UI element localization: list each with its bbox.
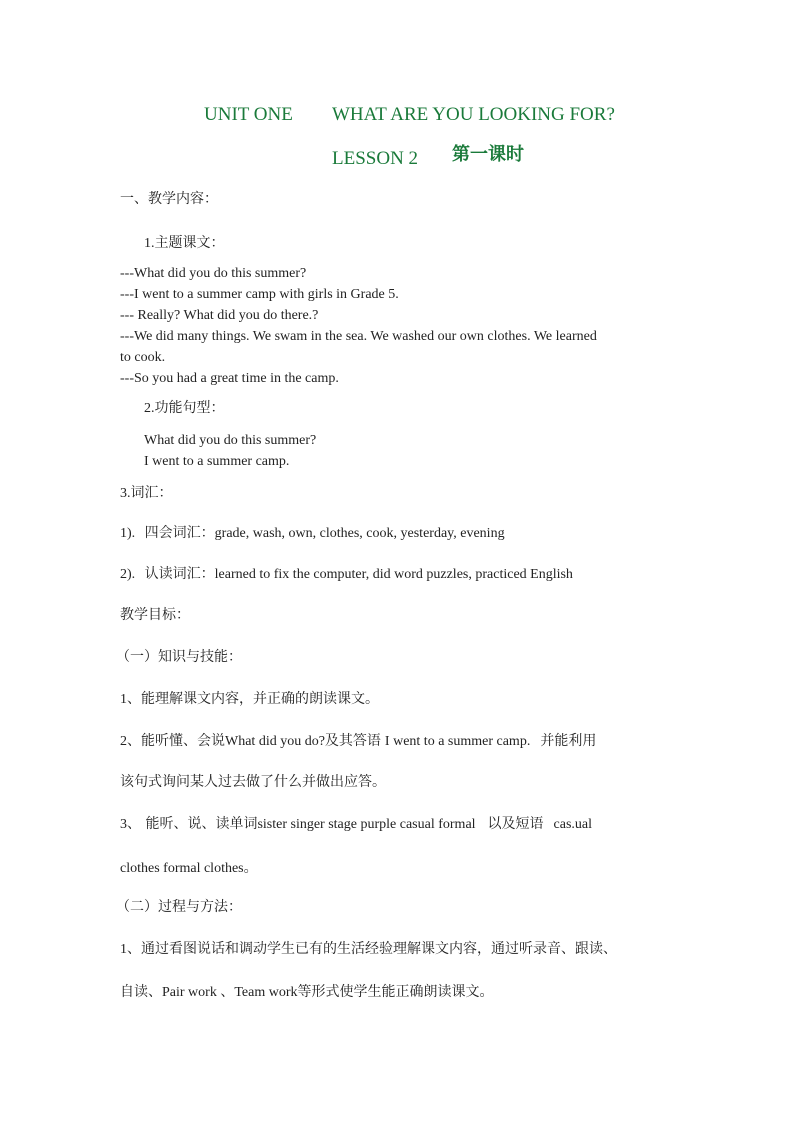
unit-question: WHAT ARE YOU LOOKING FOR?: [332, 104, 615, 125]
vocab-reading: [120, 565, 573, 584]
section-heading-content: 一、教学内容：: [120, 191, 218, 207]
goal-2-en-question: What did you do?: [225, 734, 325, 749]
pattern-line: What did you do this summer?: [144, 433, 317, 448]
vocab-four-skills: [120, 524, 505, 543]
process-1-number: 1: [120, 942, 127, 957]
goals-heading: 教学目标：: [120, 607, 190, 623]
vocab1-number: 1).: [120, 526, 136, 541]
goal-2-text-c: 并能利用: [540, 733, 597, 749]
process-1-pair-work: Pair work: [162, 985, 217, 1000]
goal-3: [120, 815, 592, 834]
lesson-cn-title: 第一课时: [452, 144, 524, 165]
vocab2-words: learned to fix the computer, did word puzzles, practiced English: [214, 567, 573, 582]
item2-number: 2.: [144, 401, 155, 416]
process-1-text-b: 自读、: [120, 984, 162, 1000]
lesson-title: LESSON 2: [332, 148, 419, 169]
goal-3-phrases: clothes formal clothes: [120, 861, 244, 876]
goal-3-number: 3: [120, 817, 127, 832]
vocab2-label: 认读词汇：: [144, 566, 215, 582]
vocab1-words: grade, wash, own, clothes, cook, yesterday, evening: [214, 526, 505, 541]
dialogue-line: to cook.: [120, 350, 166, 365]
unit-title: UNIT ONE: [204, 104, 293, 125]
item3: [120, 484, 173, 503]
process-1: [120, 940, 617, 959]
knowledge-skills-heading: （一）知识与技能：: [116, 649, 242, 665]
goal-2: [120, 732, 596, 751]
item1-number: 1.: [144, 236, 155, 251]
goal-2-continuation: 该句式询问某人过去做了什么并做出应答。: [120, 774, 386, 790]
item3-label: 词汇：: [130, 485, 173, 501]
process-1-text-d: 等形式使学生能正确朗读课文。: [297, 984, 494, 1000]
goal-1: [120, 690, 379, 709]
process-method-heading: （二）过程与方法：: [116, 899, 242, 915]
goal-3-continuation: [120, 859, 258, 878]
item2: [144, 399, 225, 418]
dialogue-line: --- Really? What did you do there.?: [120, 308, 319, 323]
goal-3-text-a: 、 能听、说、读单词: [127, 816, 258, 832]
goal-3-phrase-start: cas.ual: [553, 817, 593, 832]
dialogue-line: ---I went to a summer camp with girls in Grade 5.: [120, 287, 399, 302]
goal-3-words: sister singer stage purple casual formal: [257, 817, 476, 832]
dialogue-line: ---What did you do this summer?: [120, 266, 307, 281]
goal-1-text: 、能理解课文内容，并正确的朗读课文。: [127, 691, 379, 707]
pattern-line: I went to a summer camp.: [144, 454, 290, 469]
process-1-text-c: 、: [220, 984, 235, 1000]
goal-3-text-b: 以及短语: [487, 816, 544, 832]
process-1-continuation: [120, 983, 494, 1002]
vocab2-number: 2).: [120, 567, 136, 582]
goal-2-en-answer: I went to a summer camp.: [384, 734, 531, 749]
goal-2-text-b: 及其答语: [324, 733, 381, 749]
vocab1-label: 四会词汇：: [144, 525, 215, 541]
goal-2-number: 2: [120, 734, 127, 749]
item1: [144, 234, 225, 253]
goal-2-text-a: 、能听懂、会说: [127, 733, 225, 749]
item3-number: 3.: [120, 486, 131, 501]
dialogue-line: ---So you had a great time in the camp.: [120, 371, 339, 386]
goal-1-number: 1: [120, 692, 127, 707]
process-1-team-work: Team work: [234, 985, 298, 1000]
item1-label: 主题课文：: [154, 235, 225, 251]
process-1-text: 、通过看图说话和调动学生已有的生活经验理解课文内容，通过听录音、跟读、: [127, 941, 617, 957]
dialogue-line: ---We did many things. We swam in the sea. We washed our own clothes. We learned: [120, 329, 597, 344]
goal-3-end: 。: [243, 860, 258, 876]
item2-label: 功能句型：: [154, 400, 225, 416]
